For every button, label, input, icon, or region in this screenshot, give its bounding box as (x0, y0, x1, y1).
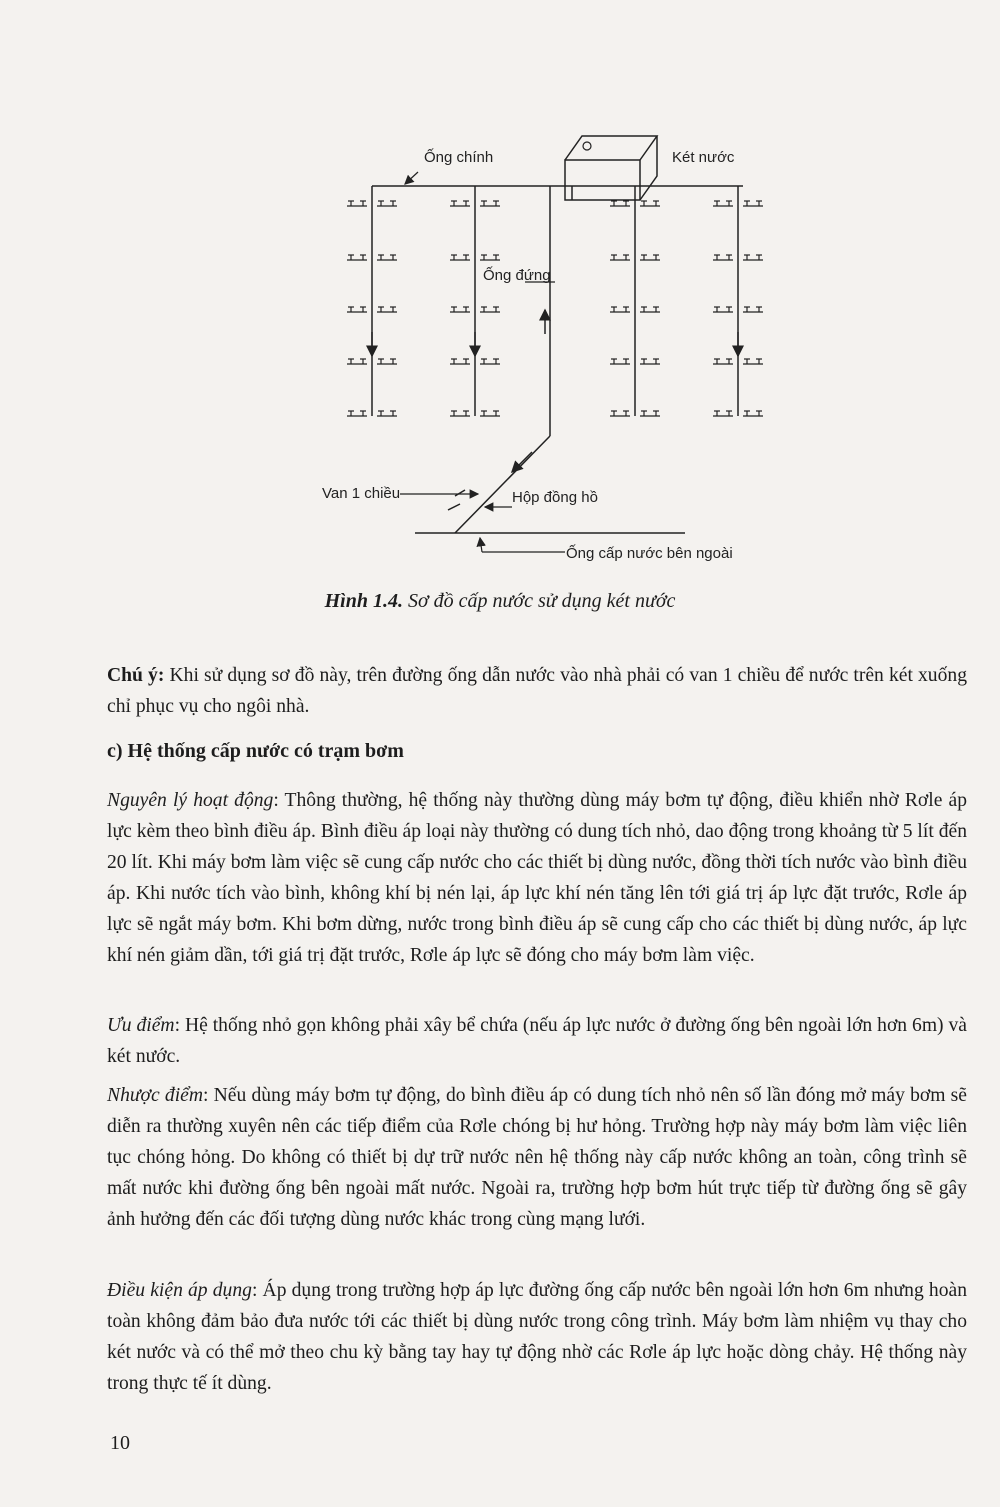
flow-arrows (372, 310, 738, 356)
disadvantage-text: : Nếu dùng máy bơm tự động, do bình điều áp có dung tích nhỏ nên số lần đóng mở máy bơm sẽ diễn ra thường xuyên nên các tiếp điểm của Rơle chóng bị hư hỏng. Trường hợp này máy bơm làm việc liên tục chóng hỏng. Do không có thiết bị dự trữ nước nên hệ thống này cấp nước không an toàn, công trình sẽ mất nước khi đường ống bên ngoài mất nước. Ngoài ra, trường hợp bơm hút trực tiếp từ đường ống sẽ gây ảnh hưởng đến các đối tượng dùng nước khác trong cùng mạng lưới. (107, 1085, 967, 1230)
supply-line (415, 436, 685, 533)
fixtures (347, 201, 763, 416)
disadvantage-label: Nhược điểm (107, 1085, 203, 1106)
tank-label: Két nước (672, 149, 735, 166)
advantage-text: : Hệ thống nhỏ gọn không phải xây bể chứa (nếu áp lực nước ở đường ống bên ngoài lớn hơn 6m) và két nước. (107, 1015, 967, 1067)
diagram-svg (300, 100, 800, 580)
meter-box-label: Hộp đồng hồ (512, 489, 598, 506)
note-text: Khi sử dụng sơ đồ này, trên đường ống dẫn nước vào nhà phải có van 1 chiều để nước trên két xuống chỉ phục vụ cho ngôi nhà. (107, 665, 967, 717)
condition-text: : Áp dụng trong trường hợp áp lực đường ống cấp nước bên ngoài lớn hơn 6m nhưng hoàn toàn không đảm bảo đưa nước tới các thiết bị dùng nước trong công trình. Máy bơm làm nhiệm vụ thay cho két nước và có thể mở theo chu kỳ bằng tay hay tự động nhờ các Rơle áp lực hoặc dòng chảy. Hệ thống này trong thực tế ít dùng. (107, 1280, 967, 1394)
outside-pipe-label: Ống cấp nước bên ngoài (566, 545, 733, 562)
condition-label: Điều kiện áp dụng (107, 1280, 252, 1301)
advantage-paragraph (107, 1010, 967, 1072)
principle-paragraph (107, 785, 967, 971)
caption-number: Hình 1.4. (324, 590, 403, 612)
page-number: 10 (110, 1432, 130, 1454)
advantage-label: Ưu điểm (107, 1015, 175, 1036)
note-paragraph (107, 660, 967, 722)
note-label: Chú ý: (107, 665, 165, 686)
water-supply-diagram (300, 100, 800, 580)
disadvantage-paragraph (107, 1080, 967, 1235)
check-valve-label: Van 1 chiều (322, 485, 401, 502)
caption-text: Sơ đồ cấp nước sử dụng két nước (407, 590, 676, 612)
main-pipe-label: Ống chính (424, 149, 494, 166)
principle-text: : Thông thường, hệ thống này thường dùng máy bơm tự động, điều khiển nhờ Rơle áp lực kèm theo bình điều áp. Bình điều áp loại này thường có dung tích nhỏ, dao động trong khoảng từ 5 lít đến 20 lít. Khi máy bơm làm việc sẽ cung cấp nước cho các thiết bị dùng nước, đồng thời tích nước vào bình điều áp. Khi nước tích vào bình, không khí bị nén lại, áp lực khí nén tăng lên tới giá trị áp lực đặt trước, Rơle áp lực sẽ ngắt máy bơm. Khi bơm dừng, nước trong bình điều áp sẽ cung cấp cho các thiết bị dùng nước, áp lực khí nén giảm dần, tới giá trị đặt trước, Rơle áp lực sẽ đóng cho máy bơm làm việc. (107, 790, 967, 966)
principle-label: Nguyên lý hoạt động (107, 790, 274, 811)
risers (372, 186, 738, 436)
riser-label: Ống đứng (483, 267, 551, 284)
figure-caption (0, 590, 1000, 613)
water-tank (565, 136, 657, 200)
section-heading: c) Hệ thống cấp nước có trạm bơm (107, 740, 404, 762)
condition-paragraph (107, 1275, 967, 1399)
